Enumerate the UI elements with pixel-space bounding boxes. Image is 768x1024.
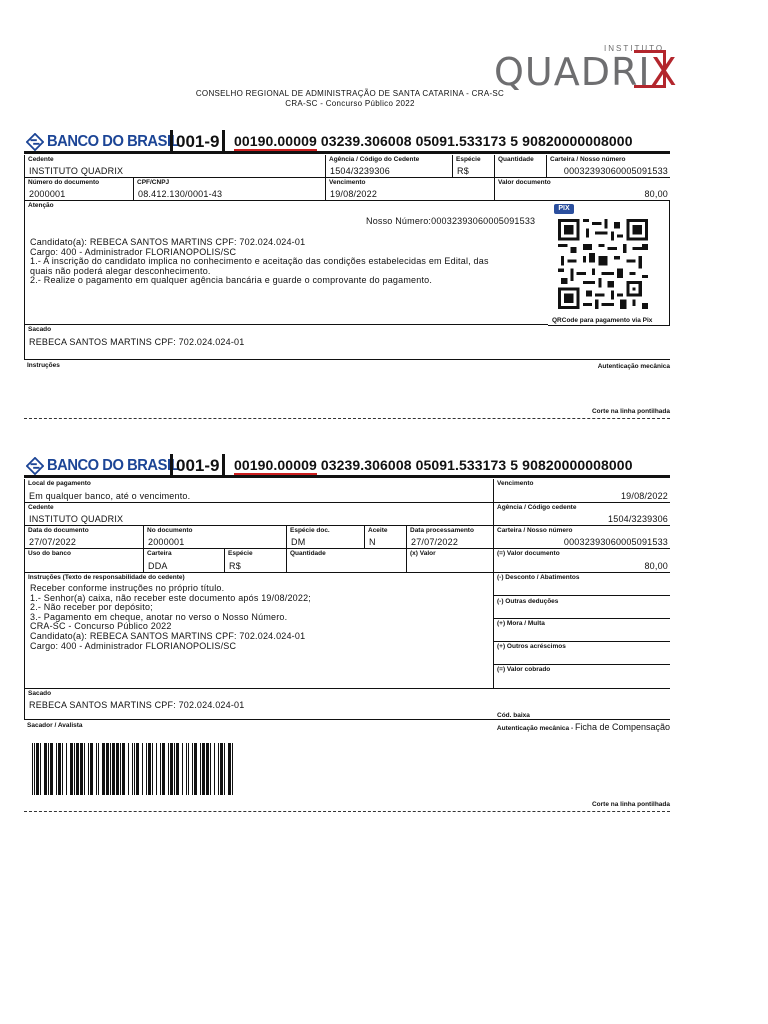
barcode-bar — [70, 743, 73, 795]
bank-logo-icon — [26, 457, 44, 475]
barcode-bar — [202, 743, 205, 795]
barcode-bar — [98, 743, 99, 795]
barcode-bar — [110, 743, 111, 795]
receipt-num-doc-label: Número do documento — [28, 179, 100, 186]
instrucao-line-4: 3.- Pagamento em cheque, anotar no verso o Nosso Número. — [30, 611, 288, 622]
receipt-vencimento-label: Vencimento — [329, 179, 366, 186]
ficha-x-valor-label: (x) Valor — [410, 550, 436, 557]
digitable-line-ficha — [234, 457, 633, 473]
ficha-data-proc-cell — [406, 526, 493, 549]
receipt-num-doc-cell — [24, 178, 133, 201]
receipt-cpf-cnpj-label: CPF/CNPJ — [137, 179, 170, 186]
receipt-especie-label: Espécie — [456, 156, 481, 163]
barcode-bar — [170, 743, 173, 795]
barcode-bar — [146, 743, 147, 795]
header-contest: CRA-SC - Concurso Público 2022 — [285, 99, 415, 108]
ficha-cedente-value: INSTITUTO QUADRIX — [29, 514, 124, 524]
barcode-bar — [34, 743, 35, 795]
candidate-line-1: Candidato(a): REBECA SANTOS MARTINS CPF: 702.024.024-01 — [30, 237, 306, 247]
candidate-line-2: Cargo: 400 - Administrador FLORIANOPOLIS/SC — [30, 246, 237, 257]
ficha-sacado-cell — [24, 689, 670, 720]
ficha-autenticacao-label: Autenticação mecânica - — [496, 725, 575, 732]
receipt-valor-label: Valor documento — [498, 179, 551, 186]
bank-name: BANCO DO BRASIL — [47, 133, 180, 150]
digitable-line — [234, 133, 633, 149]
bank-name-ficha: BANCO DO BRASIL — [47, 457, 180, 474]
receipt-especie-value: R$ — [457, 166, 469, 176]
ficha-quantidade-cell — [286, 549, 406, 573]
barcode-bar — [40, 743, 41, 795]
barcode-bar — [36, 743, 39, 795]
digitable-rest: 03239.306008 05091.533173 5 90820000008000 — [316, 133, 633, 149]
ficha-carteira2-value: DDA — [148, 561, 168, 571]
ficha-x-valor-cell — [406, 549, 493, 573]
ficha-especie-doc-label: Espécie doc. — [290, 527, 330, 534]
barcode-bar — [142, 743, 143, 795]
ficha-local-label: Local de pagamento — [28, 480, 91, 487]
barcode-bar — [214, 743, 215, 795]
receipt-autenticacao-label: Autenticação mecânica — [597, 363, 670, 370]
ficha-outras-deducoes-label: (-) Outras deduções — [497, 598, 559, 605]
ficha-nosso-numero-cell — [493, 526, 670, 549]
receipt-quantidade-label: Quantidade — [498, 156, 534, 163]
banco-do-brasil-logo-ficha — [26, 456, 191, 476]
ficha-agencia-label: Agência / Código cedente — [497, 504, 577, 511]
ficha-sacado-label: Sacado — [28, 690, 52, 697]
ficha-valor-cobrado-label: (=) Valor cobrado — [497, 666, 551, 673]
ficha-no-doc-cell — [143, 526, 286, 549]
ficha-agencia-value: 1504/3239306 — [608, 514, 668, 524]
barcode-bar — [220, 743, 223, 795]
ficha-especie-doc-value: DM — [291, 537, 306, 547]
ficha-data-doc-cell — [24, 526, 143, 549]
bank-code-ficha: 001-9 — [170, 454, 225, 478]
barcode-bar — [186, 743, 187, 795]
instrucao-line-5: CRA-SC - Concurso Público 2022 — [30, 621, 172, 632]
ficha-outras-deducoes-cell — [493, 596, 670, 619]
barcode-bar — [176, 743, 179, 795]
ficha-no-doc-value: 2000001 — [148, 537, 185, 547]
barcode-bar — [160, 743, 161, 795]
barcode-bar — [116, 743, 119, 795]
receipt-valor-cell — [494, 178, 670, 201]
barcode-bar — [156, 743, 157, 795]
candidate-line-3: 1.- A inscrição do candidato implica no conhecimento e aceitação das condições estabelecidas em Edital, das — [30, 256, 489, 267]
receipt-cedente-value: INSTITUTO QUADRIX — [29, 166, 124, 176]
barcode-bar — [106, 743, 109, 795]
ficha-data-doc-value: 27/07/2022 — [29, 537, 77, 547]
instrucao-line-7: Cargo: 400 - Administrador FLORIANOPOLIS/SC — [30, 640, 237, 651]
receipt-sacado-label: Sacado — [28, 326, 52, 333]
ficha-data-doc-label: Data do documento — [28, 527, 89, 534]
ficha-outros-acrescimos-label: (+) Outros acréscimos — [497, 643, 566, 650]
receipt-nosso-numero-value: 00032393060005091533 — [563, 166, 668, 176]
ficha-especie-label: Espécie — [228, 550, 253, 557]
ficha-mora-label: (+) Mora / Multa — [497, 620, 545, 627]
bank-logo-icon — [26, 133, 44, 151]
barcode-bar — [188, 743, 189, 795]
barcode-bar — [50, 743, 53, 795]
barcode-bar — [232, 743, 233, 795]
barcode-bar — [90, 743, 93, 795]
instrucao-line-1: Receber conforme instruções no próprio título. — [30, 583, 225, 593]
barcode-bar — [96, 743, 97, 795]
barcode-bar — [162, 743, 165, 795]
receipt-sacado-value: REBECA SANTOS MARTINS CPF: 702.024.024-01 — [29, 337, 245, 347]
barcode-bar — [194, 743, 197, 795]
ficha-uso-banco-cell — [24, 549, 143, 573]
barcode-bar — [218, 743, 219, 795]
receipt-num-doc-value: 2000001 — [29, 189, 66, 199]
receipt-cedente-label: Cedente — [28, 156, 54, 163]
ficha-no-doc-label: No documento — [147, 527, 193, 534]
barcode-bar — [168, 743, 169, 795]
instrucao-line-2: 1.- Senhor(a) caixa, não receber este documento após 19/08/2022; — [30, 592, 311, 603]
receipt-cpf-cnpj-cell — [133, 178, 325, 201]
receipt-corte-label: Corte na linha pontilhada — [591, 408, 670, 415]
barcode-bar — [174, 743, 175, 795]
ficha-autenticacao — [497, 722, 670, 732]
receipt-right-border — [669, 201, 670, 325]
ficha-aceite-cell — [364, 526, 406, 549]
barcode-bar — [206, 743, 209, 795]
barcode-bar — [56, 743, 57, 795]
ficha-nosso-numero-value: 00032393060005091533 — [563, 537, 668, 547]
instrucao-line-3: 2.- Não receber por depósito; — [30, 602, 153, 613]
ficha-valor-cobrado-cell — [493, 665, 670, 689]
ficha-data-proc-value: 27/07/2022 — [411, 537, 459, 547]
barcode-bar — [120, 743, 121, 795]
instrucao-line-6: Candidato(a): REBECA SANTOS MARTINS CPF: 702.024.024-01 — [30, 631, 306, 641]
receipt-nosso-numero-cell — [546, 155, 670, 178]
barcode-bar — [192, 743, 193, 795]
barcode-bar — [112, 743, 115, 795]
pix-qr-code-icon — [558, 216, 648, 312]
digitable-first-field: 00190.00009 — [234, 133, 317, 149]
receipt-atencao-label: Atenção — [28, 202, 54, 209]
ficha-valor-doc-value: 80,00 — [644, 561, 668, 571]
barcode-bar — [152, 743, 153, 795]
receipt-nosso-numero-line: Nosso Número:00032393060005091533 — [366, 216, 536, 226]
digitable-rest-ficha: 03239.306008 05091.533173 5 90820000008000 — [316, 457, 633, 473]
ficha-desconto-cell — [493, 573, 670, 596]
receipt-agencia-label: Agência / Código do Cedente — [329, 156, 420, 163]
ficha-local-cell — [24, 479, 493, 503]
ficha-especie-cell — [224, 549, 286, 573]
ficha-vencimento-label: Vencimento — [497, 480, 534, 487]
logo-wordmark-main: QUADRI — [494, 50, 651, 94]
ficha-corte-label: Corte na linha pontilhada — [591, 801, 670, 808]
candidate-line-5: 2.- Realize o pagamento em qualquer agência bancária e guarde o comprovante do pagamento. — [30, 275, 433, 286]
ficha-outros-acrescimos-cell — [493, 642, 670, 665]
barcode-bar — [132, 743, 133, 795]
ficha-especie-doc-cell — [286, 526, 364, 549]
barcode-bar — [84, 743, 85, 795]
barcode-bar — [74, 743, 75, 795]
ficha-vencimento-value: 19/08/2022 — [620, 491, 668, 501]
receipt-cut-line — [24, 418, 670, 419]
ficha-carteira-cell — [143, 549, 224, 573]
barcode-bar — [88, 743, 89, 795]
ficha-aceite-value: N — [369, 537, 376, 547]
bank-line-top — [24, 130, 670, 154]
bank-line-ficha — [24, 454, 670, 478]
ficha-agencia-cell — [493, 503, 670, 526]
barcode-bar — [80, 743, 83, 795]
ficha-cedente-label: Cedente — [28, 504, 54, 511]
barcode-bar — [200, 743, 201, 795]
ficha-desconto-label: (-) Desconto / Abatimentos — [497, 574, 580, 581]
barcode-bar — [134, 743, 135, 795]
ficha-especie-value: R$ — [229, 561, 241, 571]
receipt-quantidade-cell — [494, 155, 546, 178]
digitable-first-field-ficha: 00190.00009 — [234, 457, 317, 473]
ficha-instrucoes-label: Instruções (Texto de responsabilidade do cedente) — [28, 574, 185, 581]
barcode-bar — [122, 743, 125, 795]
receipt-especie-cell — [452, 155, 494, 178]
ficha-sacador-label: Sacador / Avalista — [27, 722, 83, 729]
ficha-vencimento-cell — [493, 479, 670, 503]
barcode-bar — [76, 743, 79, 795]
ficha-aceite-label: Aceite — [368, 527, 388, 534]
pix-qr-caption: QRCode para pagamento via Pix — [552, 317, 653, 324]
receipt-agencia-cell — [325, 155, 452, 178]
ficha-cod-baixa-label: Cód. baixa — [497, 712, 530, 719]
barcode-bar — [182, 743, 183, 795]
barcode-bar — [32, 743, 33, 795]
barcode-bar — [102, 743, 105, 795]
pix-badge: PIX — [554, 204, 574, 214]
document-header — [0, 89, 700, 109]
ficha-carteira2-label: Carteira — [147, 550, 172, 557]
barcode-bar — [210, 743, 211, 795]
barcode-bar — [48, 743, 49, 795]
ficha-valor-doc-cell — [493, 549, 670, 573]
header-council: CONSELHO REGIONAL DE ADMINISTRAÇÃO DE SANTA CATARINA - CRA-SC — [195, 89, 505, 98]
ficha-compensacao-label: Ficha de Compensação — [574, 722, 670, 732]
logo-wordmark-x: X — [650, 50, 678, 94]
barcode-icon — [32, 743, 342, 795]
bank-code: 001-9 — [170, 130, 225, 154]
candidate-line-4: quais não poderá alegar desconhecimento. — [30, 265, 211, 276]
logo-institute-text: INSTITUTO — [604, 44, 665, 53]
receipt-vencimento-value: 19/08/2022 — [330, 189, 378, 199]
ficha-local-value: Em qualquer banco, até o vencimento. — [29, 491, 191, 501]
receipt-cedente-cell — [24, 155, 325, 178]
ficha-carteira-label: Carteira / Nosso número — [497, 527, 573, 534]
receipt-sacado-cell — [24, 325, 670, 360]
barcode-bar — [148, 743, 151, 795]
receipt-agencia-value: 1504/3239306 — [330, 166, 390, 176]
banco-do-brasil-logo — [26, 132, 191, 152]
receipt-valor-value: 80,00 — [644, 189, 668, 199]
receipt-cpf-cnpj-value: 08.412.130/0001-43 — [138, 189, 223, 199]
ficha-uso-banco-label: Uso do banco — [28, 550, 71, 557]
barcode-bar — [224, 743, 225, 795]
ficha-mora-cell — [493, 619, 670, 642]
ficha-cut-line — [24, 811, 670, 812]
barcode-bar — [228, 743, 231, 795]
receipt-instrucoes-label: Instruções — [27, 362, 60, 369]
barcode-bar — [66, 743, 67, 795]
receipt-vencimento-cell — [325, 178, 494, 201]
receipt-carteira-label: Carteira / Nosso número — [550, 156, 626, 163]
barcode-bar — [128, 743, 129, 795]
quadrix-logo — [494, 44, 678, 94]
barcode-bar — [58, 743, 61, 795]
barcode-bar — [44, 743, 47, 795]
barcode-bar — [62, 743, 63, 795]
ficha-sacado-value: REBECA SANTOS MARTINS CPF: 702.024.024-01 — [29, 700, 245, 710]
ficha-data-proc-label: Data processamento — [410, 527, 474, 534]
ficha-quantidade-label: Quantidade — [290, 550, 326, 557]
ficha-valor-doc-label: (=) Valor documento — [497, 550, 560, 557]
logo-bracket — [634, 50, 666, 88]
ficha-cedente-cell — [24, 503, 493, 526]
barcode-bar — [136, 743, 139, 795]
